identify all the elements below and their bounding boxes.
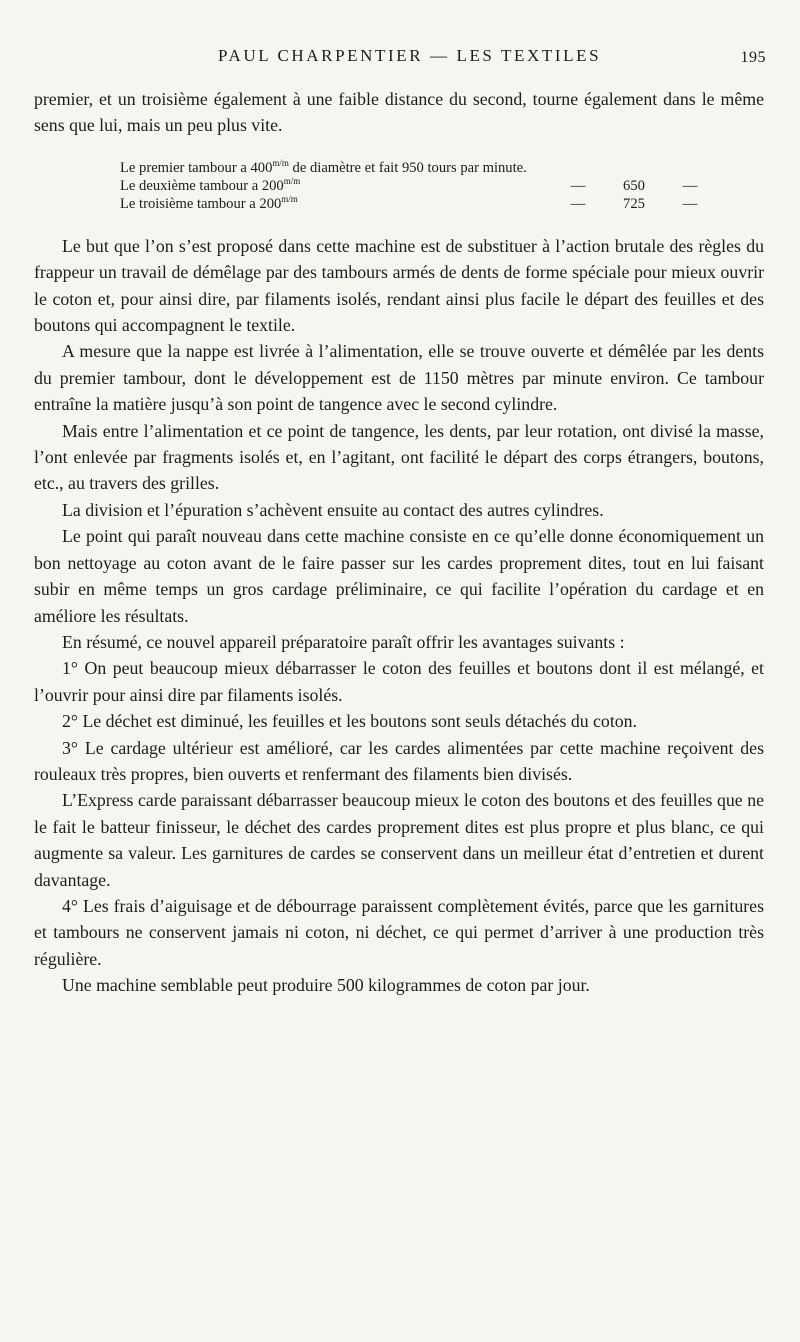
ditto-mark: — bbox=[570, 195, 586, 212]
list-item: 2° Le déchet est diminué, les feuilles et les boutons sont seuls détachés du coton. bbox=[62, 711, 637, 732]
drum-row bbox=[120, 159, 720, 177]
drum-label: Le deuxième tambour a $200^{m/m}$ bbox=[120, 175, 301, 194]
drum-spec-table bbox=[120, 159, 720, 213]
list-item: 4° Les frais d’aiguisage et de débourrage paraissent complètement évités, parce que les garnitures et tambours ne conservent jamais ni coton, ni déchet, ce qui permet d’arriver à une production très régulière. bbox=[34, 895, 764, 969]
list-item: 1° On peut beaucoup mieux débarrasser le coton des feuilles et boutons dont il est mélangé, et l’ouvrir pour ainsi dire par filaments isolés. bbox=[34, 658, 764, 705]
list-item: 3° Le cardage ultérieur est amélioré, car les cardes alimentées par cette machine reçoivent des rouleaux très propres, bien ouverts et renfermant des filaments bien divisés. bbox=[34, 737, 764, 784]
paragraph: La division et l’épuration s’achèvent ensuite au contact des autres cylindres. bbox=[62, 499, 604, 520]
body-text bbox=[34, 86, 764, 999]
paragraph: Le point qui paraît nouveau dans cette machine consiste en ce qu’elle donne économiquement un bon nettoyage au coton avant de le faire passer sur les cardes proprement dites, tout en lui faisant subir en même temps un gros cardage préliminaire, ce qui facilite l’opération du cardage et en améliore les résultats. bbox=[34, 526, 764, 626]
page-number: 195 bbox=[740, 49, 766, 66]
ditto-mark: — bbox=[570, 177, 586, 194]
drum-row bbox=[120, 177, 720, 195]
drum-label: Le troisième tambour a $200^{m/m}$ bbox=[120, 193, 298, 212]
running-header bbox=[0, 46, 800, 72]
paragraph: Mais entre l’alimentation et ce point de tangence, les dents, par leur rotation, ont divisé la masse, l’ont enlevée par fragments isolés et, en l’agitant, ont facilité le départ des corps étrangers, boutons, etc., au travers des grilles. bbox=[34, 420, 764, 494]
paragraph: En résumé, ce nouvel appareil préparatoire paraît offrir les avantages suivants : bbox=[62, 631, 625, 652]
drum-rpm: 650 bbox=[623, 177, 645, 194]
paragraph: L’Express carde paraissant débarrasser beaucoup mieux le coton des boutons et des feuilles que ne le fait le batteur finisseur, le déchet des cardes proprement dites est plus propre et plus blanc, ce qui augmente sa valeur. Les garnitures de cardes se conservent dans un meilleur état d’entretien et durent davantage. bbox=[34, 790, 764, 890]
drum-row bbox=[120, 195, 720, 213]
ditto-mark: — bbox=[682, 177, 698, 194]
drum-rpm: 725 bbox=[623, 195, 645, 212]
paragraph: A mesure que la nappe est livrée à l’alimentation, elle se trouve ouverte et démêlée par les dents du premier tambour, dont le développement est de 1150 mètres par minute environ. Ce tambour entraîne la matière jusqu’à son point de tangence avec le second cylindre. bbox=[34, 341, 764, 415]
paragraph: Le but que l’on s’est proposé dans cette machine est de substituer à l’action brutale des règles du frappeur un travail de démêlage par des tambours armés de dents de forme spéciale pour mieux ouvrir le coton et, pour ainsi dire, par filaments isolés, rendant ainsi plus facile le départ des feuilles et des boutons qui accompagnent le textile. bbox=[34, 235, 764, 336]
drum-label: Le premier tambour a $400^{m/m}$ de diamètre et fait 950 tours par minute. bbox=[120, 157, 527, 176]
paragraph: Une machine semblable peut produire 500 kilogrammes de coton par jour. bbox=[62, 975, 590, 996]
intro-paragraph: premier, et un troisième également à une faible distance du second, tourne également dans le même sens que lui, mais un peu plus vite. bbox=[34, 89, 764, 136]
running-title: PAUL CHARPENTIER — LES TEXTILES bbox=[218, 46, 602, 65]
ditto-mark: — bbox=[682, 195, 698, 212]
